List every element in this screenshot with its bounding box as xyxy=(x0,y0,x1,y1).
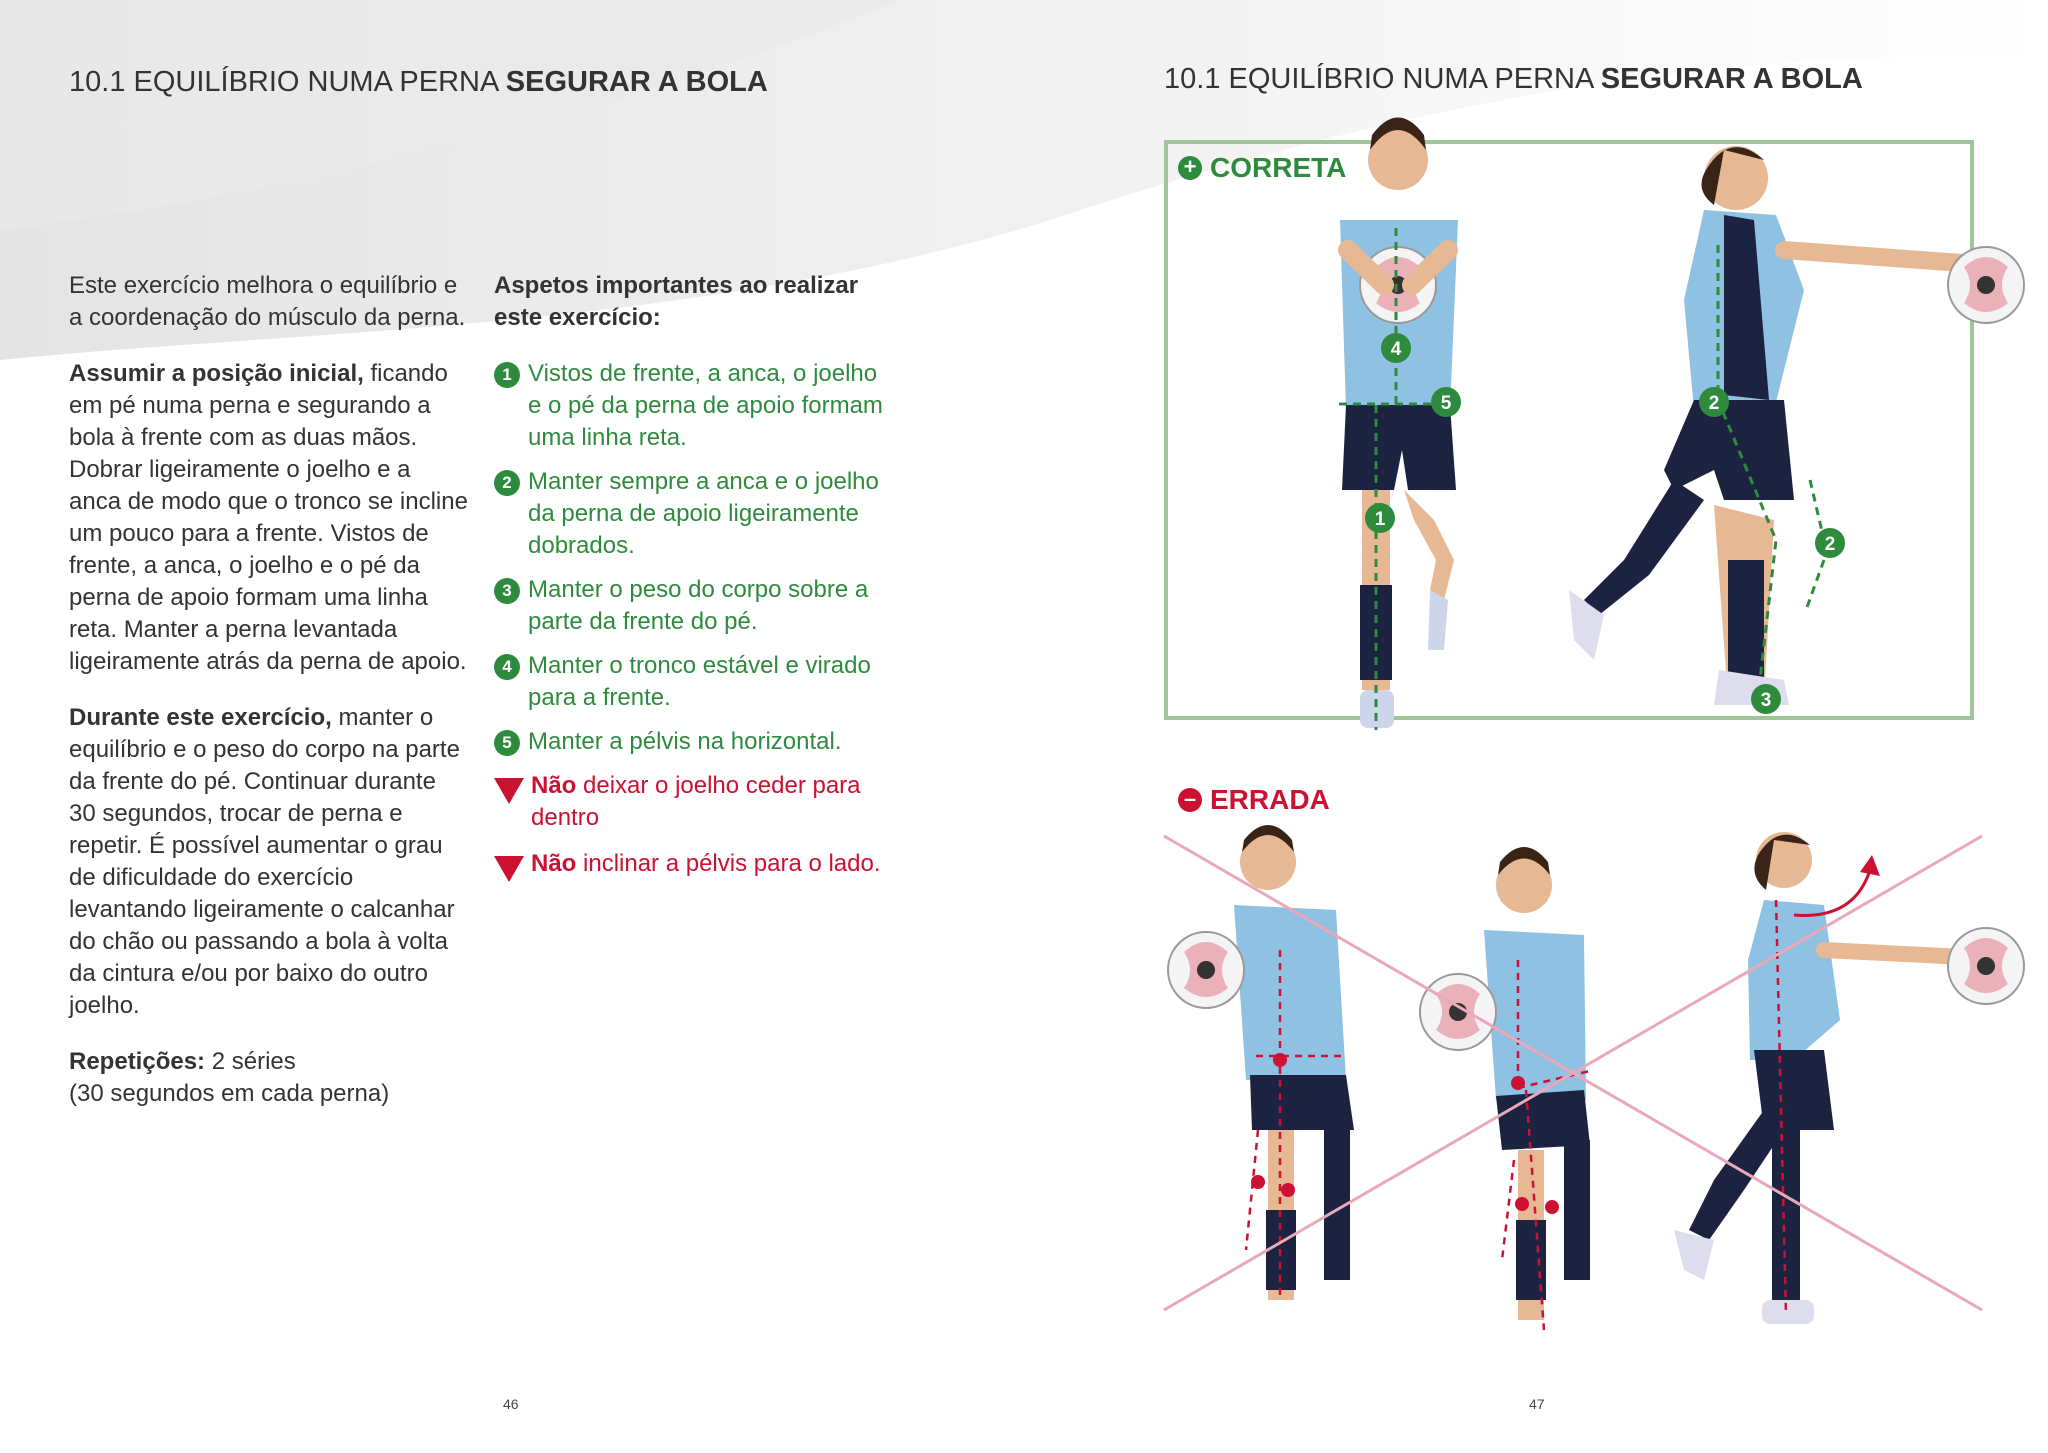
plus-circle-icon: + xyxy=(1178,156,1202,180)
marker-2-hip-label: 2 xyxy=(1708,393,1720,414)
marker-1-label: 1 xyxy=(1374,509,1386,530)
list-item: 4 Manter o tronco estável e virado para a frente. xyxy=(494,650,894,714)
number-badge: 2 xyxy=(494,470,520,496)
page-title-left: 10.1 EQUILÍBRIO NUMA PERNA SEGURAR A BOLA xyxy=(69,66,768,98)
warning-item: Não inclinar a pélvis para o lado. xyxy=(494,848,894,880)
marker-3-label: 3 xyxy=(1760,690,1772,711)
page-number-right: 47 xyxy=(1529,1396,1545,1412)
wrong-label: – ERRADA xyxy=(1178,784,1330,816)
list-item: 1 Vistos de frente, a anca, o joelho e o pé da perna de apoio formam uma linha reta. xyxy=(494,358,894,454)
list-item: 2 Manter sempre a anca e o joelho da perna de apoio ligeiramente dobrados. xyxy=(494,466,894,562)
marker-4-label: 4 xyxy=(1390,339,1402,360)
during-text: Durante este exercício, manter o equilíbrio e o peso do corpo na parte da frente do pé. Continuar durante 30 segundos, trocar de perna e repetir. É possível aumentar o grau de dificuldade do exercício levantando ligeiramente o calcanhar do chão ou passando a bola à volta da cintura e/ou por baixo do outro joelho. xyxy=(69,704,460,1019)
exercise-description xyxy=(69,270,469,1134)
right-page xyxy=(1024,0,2048,1453)
page-title-right: 10.1 EQUILÍBRIO NUMA PERNA SEGURAR A BOLA xyxy=(1164,63,1863,95)
wrong-figure-3 xyxy=(1674,832,2024,1324)
number-badge: 4 xyxy=(494,654,520,680)
number-badge: 1 xyxy=(494,362,520,388)
correct-label: + CORRETA xyxy=(1178,152,1346,184)
wrong-figure-1 xyxy=(1168,825,1354,1300)
repetitions-text: Repetições: 2 séries (30 segundos em cada perna) xyxy=(69,1048,390,1107)
number-badge: 5 xyxy=(494,730,520,756)
important-points-title: Aspetos importantes ao realizar este exercício: xyxy=(494,272,859,331)
warning-triangle-icon xyxy=(494,778,524,804)
list-item: 3 Manter o peso do corpo sobre a parte da frente do pé. xyxy=(494,574,894,638)
intro-text: Este exercício melhora o equilíbrio e a coordenação do músculo da perna. xyxy=(69,272,466,331)
start-position-text: Assumir a posição inicial, ficando em pé numa perna e segurando a bola à frente com as duas mãos. Dobrar ligeiramente o joelho e a anca de modo que o tronco se incline um pouco para a frente. Vistos de frente, a anca, o joelho e o pé da perna de apoio formam uma linha reta. Manter a perna levantada ligeiramente atrás da perna de apoio. xyxy=(69,360,468,675)
page-number-left: 46 xyxy=(503,1396,519,1412)
exercise-illustrations xyxy=(1024,0,2048,1453)
marker-2-knee-label: 2 xyxy=(1824,534,1836,555)
correct-side-figure xyxy=(1569,146,2024,705)
marker-5-label: 5 xyxy=(1440,393,1452,414)
minus-circle-icon: – xyxy=(1178,788,1202,812)
warning-triangle-icon xyxy=(494,856,524,882)
list-item: 5 Manter a pélvis na horizontal. xyxy=(494,726,894,758)
number-badge: 3 xyxy=(494,578,520,604)
wrong-figure-2 xyxy=(1420,847,1594,1330)
correct-front-figure xyxy=(1339,118,1458,731)
warning-item: Não deixar o joelho ceder para dentro xyxy=(494,770,894,834)
important-points xyxy=(494,270,894,894)
